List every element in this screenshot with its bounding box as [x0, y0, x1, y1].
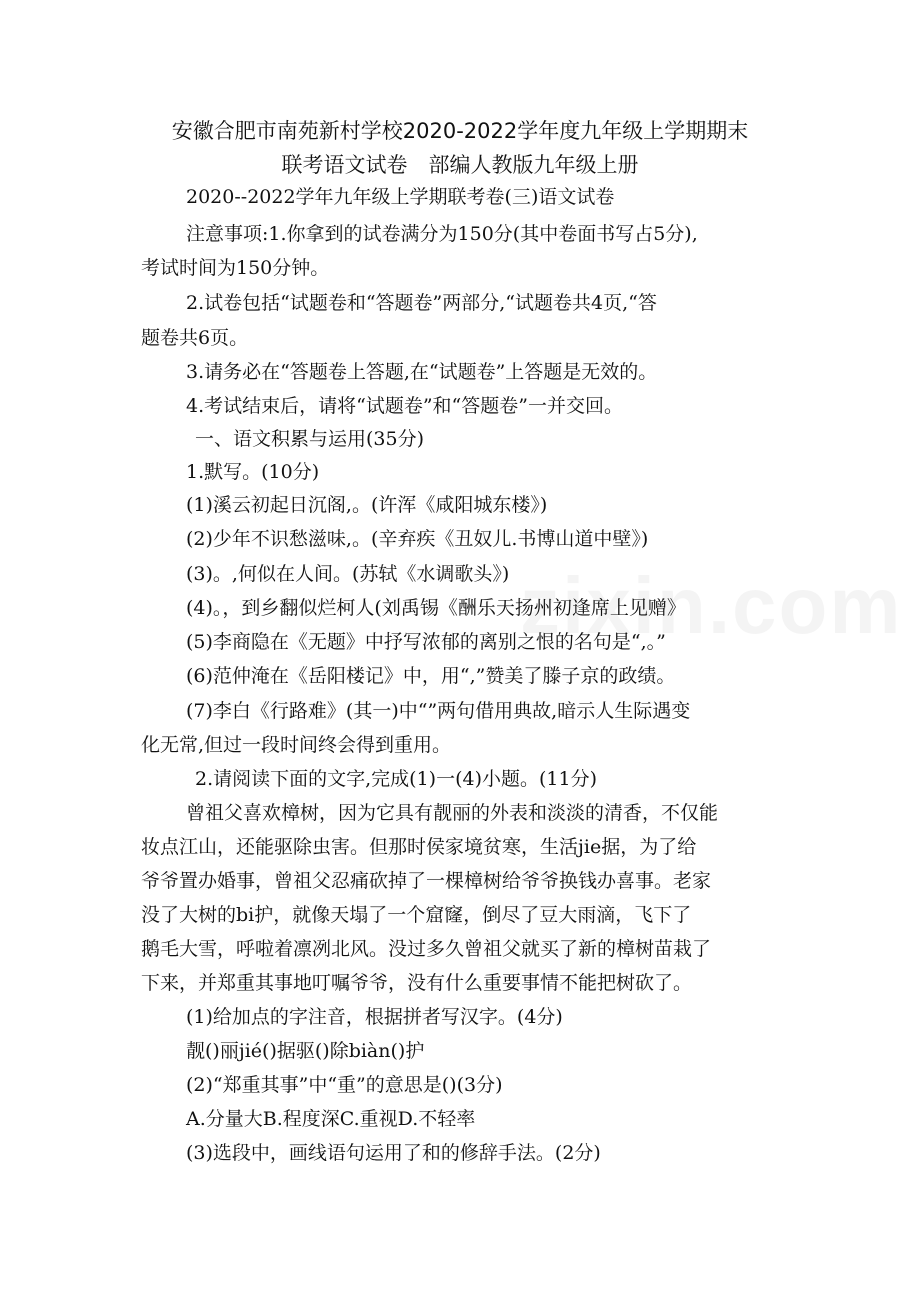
question-1-item-7: (7)李白《行路难》(其一)中“”两句借用典故,暗示人生际遇变 — [186, 700, 691, 722]
question-2-item-2: (2)“郑重其事”中“重”的意思是()(3分) — [186, 1074, 503, 1096]
question-1-item-1: (1)溪云初起日沉阁,。(许浑《咸阳城东楼》) — [186, 494, 548, 516]
document-title-line-1: 安徽合肥市南苑新村学校2020-2022学年度九年级上学期期末 — [171, 119, 749, 143]
document-title-line-2: 联考语文试卷 部编人教版九年级上册 — [281, 153, 639, 177]
question-2-item-1: (1)给加点的字注音，根据拼者写汉字。(4分) — [186, 1006, 563, 1028]
notice-item-2: 2.试卷包括“试题卷和“答题卷”两部分,“试题卷共4页,“答 — [186, 292, 657, 314]
question-2-item-1-blanks: 靓()丽jié()据驱()除biàn()护 — [186, 1040, 425, 1062]
section-heading: 一、语文积累与运用(35分) — [195, 428, 425, 450]
question-1-item-6: (6)范仲淹在《岳阳楼记》中，用“,”赞美了滕子京的政绩。 — [186, 665, 676, 687]
notice-item-4: 4.考试结束后，请将“试题卷”和“答题卷”一并交回。 — [186, 395, 623, 417]
notice-item-2-cont: 题卷共6页。 — [141, 327, 249, 349]
question-1-item-3: (3)。,何似在人间。(苏轼《水调歌头》) — [186, 563, 510, 585]
question-2: 2.请阅读下面的文字,完成(1)一(4)小题。(11分) — [195, 768, 597, 790]
question-2-item-3: (3)选段中，画线语句运用了和的修辞手法。(2分) — [186, 1142, 601, 1164]
question-1-item-5: (5)李商隐在《无题》中抒写浓郁的离别之恨的名句是“,。” — [186, 631, 666, 653]
question-1: 1.默写。(10分) — [186, 461, 320, 483]
notice-item-3: 3.请务必在“答题卷上答题,在“试题卷”上答题是无效的。 — [186, 361, 658, 383]
passage-line-5: 鹅毛大雪，呼啦着凛冽北风。没过多久曾祖父就买了新的樟树苗栽了 — [141, 938, 712, 960]
passage-line-6: 下来，并郑重其事地叮嘱爷爷，没有什么重要事情不能把树砍了。 — [141, 972, 693, 994]
exam-header: 2020--2022学年九年级上学期联考卷(三)语文试卷 — [186, 186, 615, 208]
question-1-item-4: (4)。，到乡翻似烂柯人(刘禹锡《酬乐天扬州初逢席上见赠》 — [186, 597, 686, 619]
passage-line-2: 妆点江山，还能驱除虫害。但那时侯家境贫寒，生活jie据，为了给 — [141, 836, 697, 858]
notice-item-1: 注意事项:1.你拿到的试卷满分为150分(其中卷面书写占5分), — [186, 223, 698, 245]
question-2-item-2-options: A.分量大B.程度深C.重视D.不轻率 — [186, 1108, 476, 1130]
passage-line-4: 没了大树的bi护，就像天塌了一个窟窿，倒尽了豆大雨滴，飞下了 — [141, 904, 692, 926]
passage-line-3: 爷爷置办婚事，曾祖父忍痛砍掉了一棵樟树给爷爷换钱办喜事。老家 — [141, 870, 712, 892]
notice-item-1-cont: 考试时间为150分钟。 — [141, 257, 330, 279]
question-1-item-2: (2)少年不识愁滋味,。(辛弃疾《丑奴儿.书博山道中壁》) — [186, 528, 649, 550]
passage-line-1: 曾祖父喜欢樟树，因为它具有靓丽的外表和淡淡的清香，不仅能 — [186, 802, 719, 824]
question-1-item-7-cont: 化无常,但过一段时间终会得到重用。 — [141, 734, 452, 756]
